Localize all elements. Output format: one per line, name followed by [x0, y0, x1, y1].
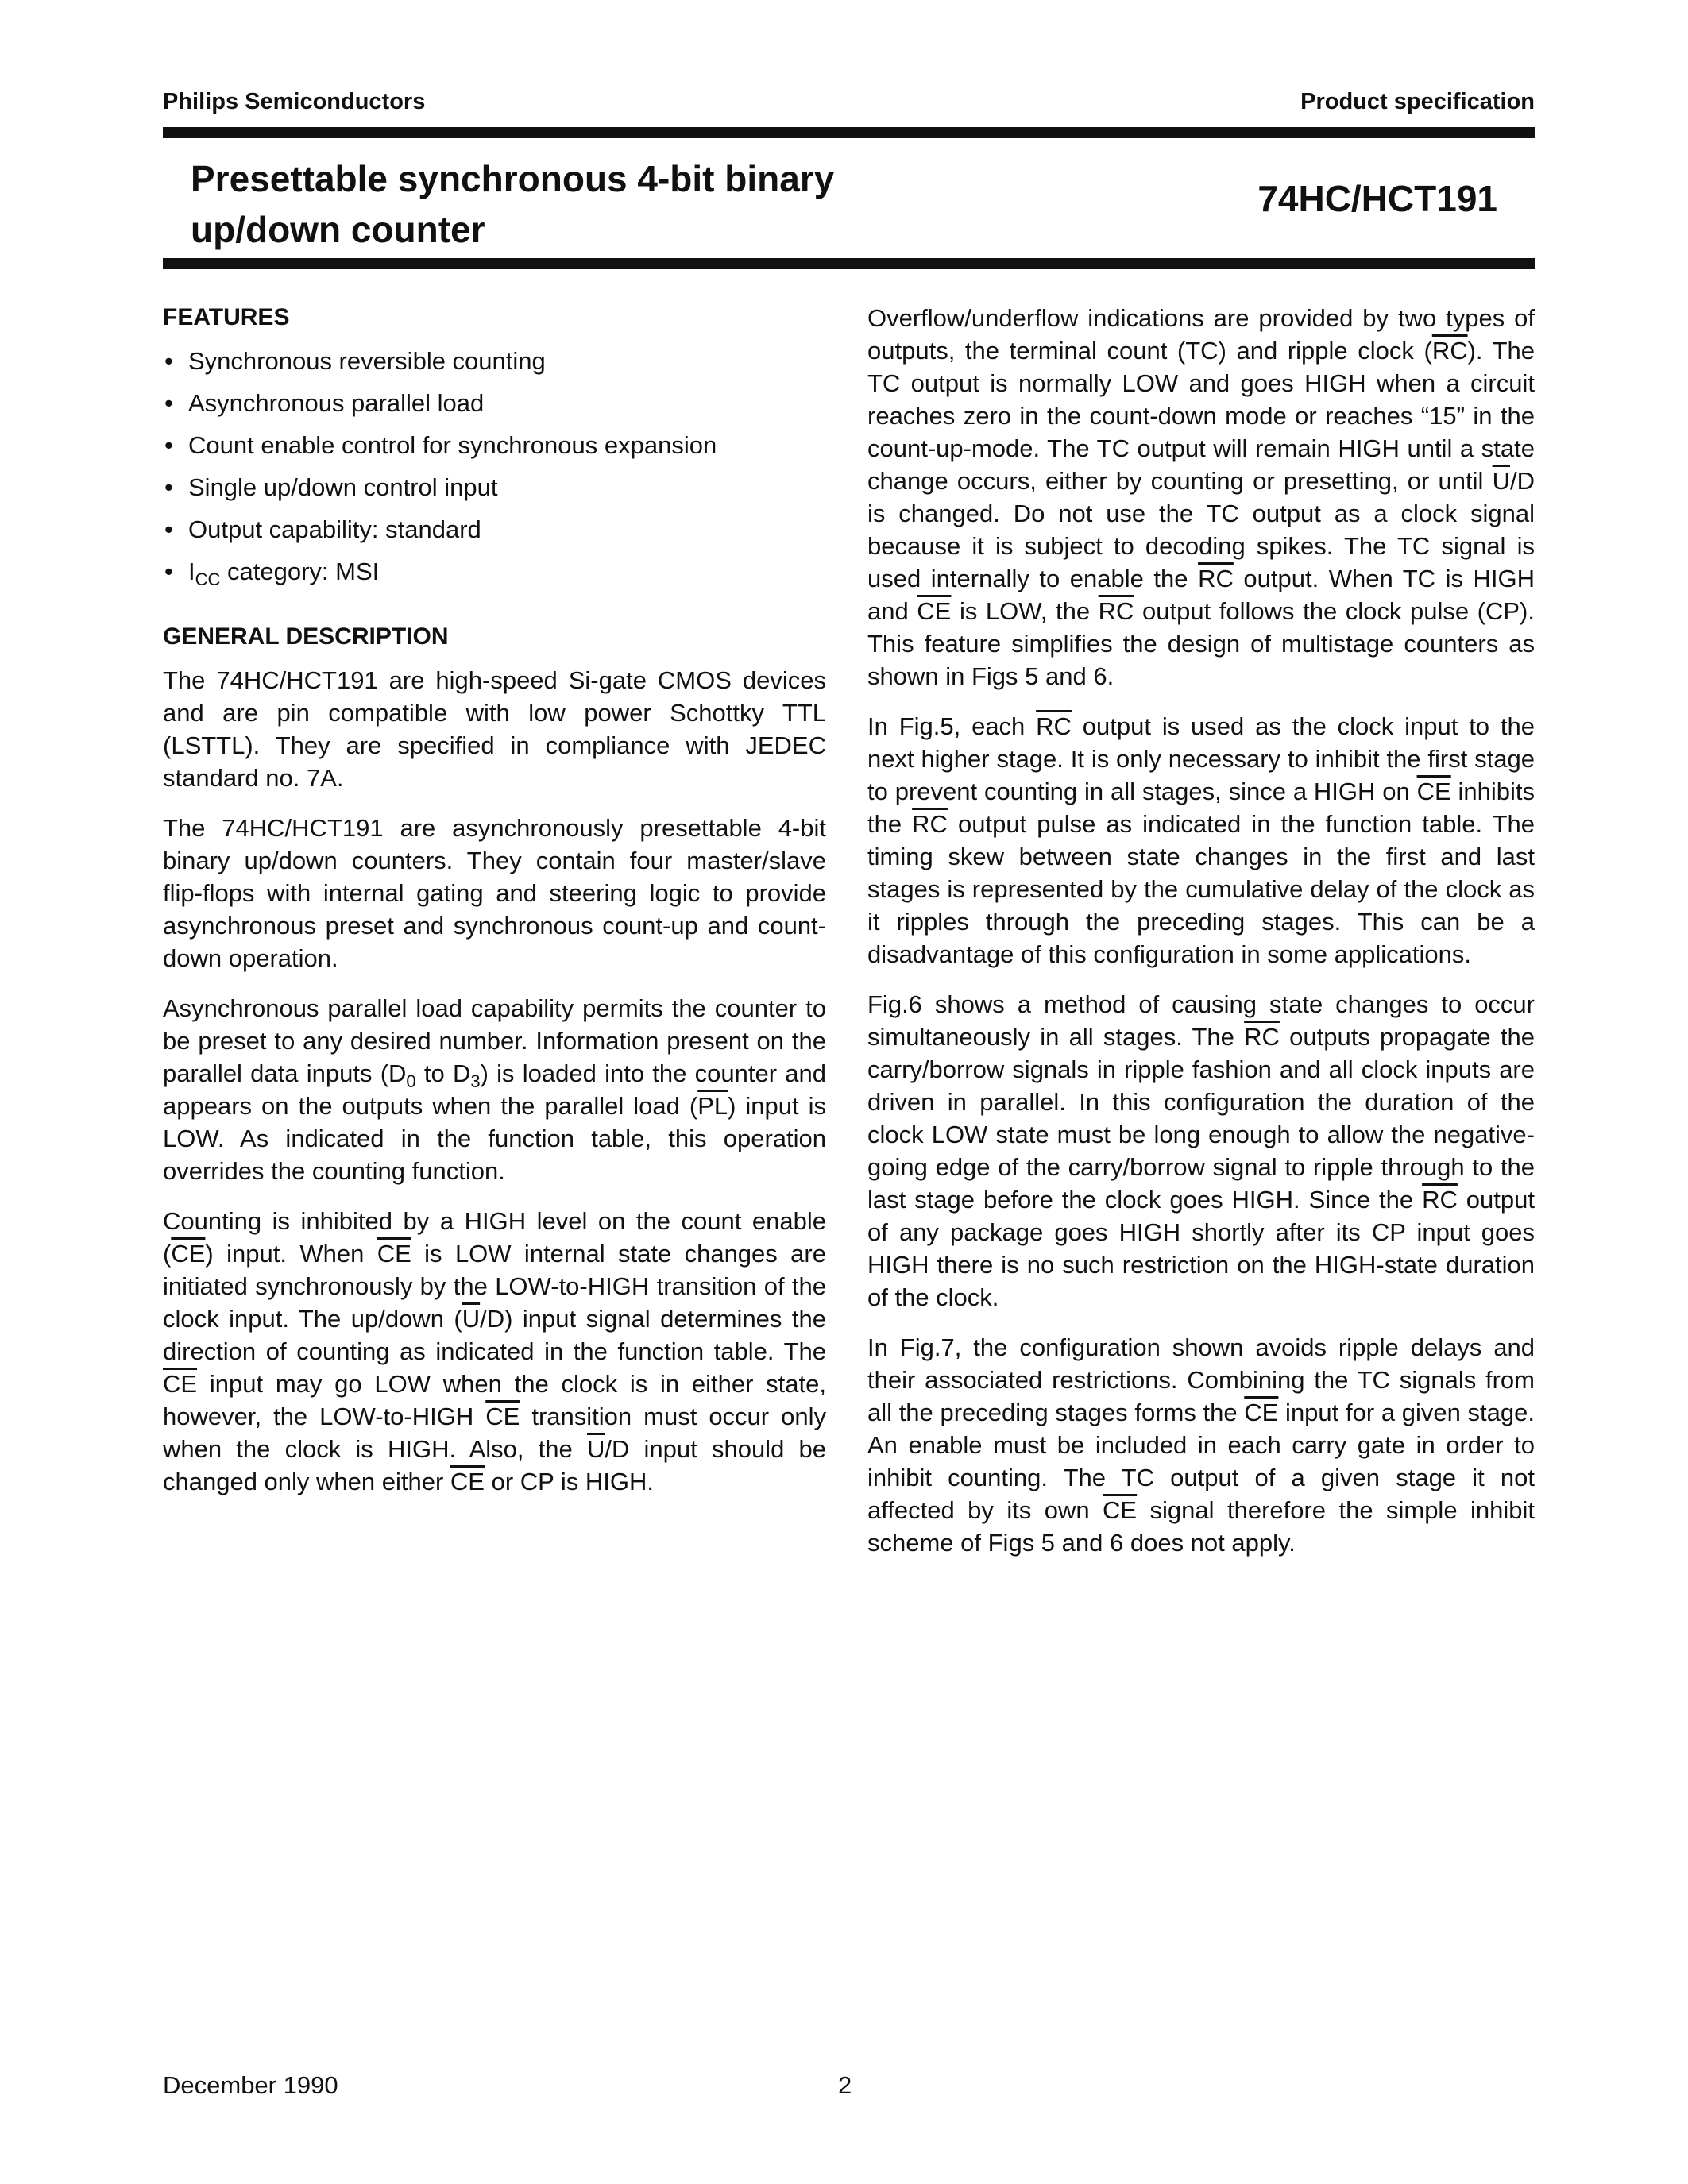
- text-run: is LOW, the: [951, 597, 1099, 625]
- text-run: output of any package goes HIGH shortly after its CP input goes HIGH there is no such restriction on the HIGH-state duration of the clock.: [867, 1186, 1535, 1311]
- signal-u-overline: $\overline{U}$: [586, 1435, 605, 1463]
- header-doc-type: Product specification: [1300, 89, 1535, 114]
- features-list: [163, 345, 826, 588]
- signal-rc-overline: $\overline{RC}$: [1098, 597, 1134, 625]
- text-run: ) input. When: [205, 1240, 377, 1268]
- title-line-1: Presettable synchronous 4-bit binary: [191, 158, 835, 199]
- signal-rc-overline: $\overline{RC}$: [1198, 565, 1234, 592]
- part-number: 74HC/HCT191: [1257, 178, 1497, 219]
- icc-subscript: CC: [195, 569, 221, 590]
- title-line-2: up/down counter: [191, 209, 485, 250]
- signal-rc-overline: $\overline{RC}$: [912, 810, 948, 838]
- feature-item-icc: [163, 555, 826, 588]
- text-run: input for a given stage. An enable must be included in each carry gate in order to inhibit counting. The TC output of a given stage it not affected by its own: [867, 1399, 1535, 1524]
- text-run: Overflow/underflow indications are provided by two types of outputs, the terminal count (TC) and ripple clock (: [867, 304, 1535, 365]
- text-run: ) is loaded into the counter and appears on the outputs when the parallel load (: [163, 1059, 826, 1120]
- subscript: 3: [470, 1071, 481, 1092]
- text-run: In Fig.5, each: [867, 712, 1037, 740]
- icc-symbol: I: [188, 558, 195, 585]
- text-run: In Fig.7, the configuration shown avoids ripple delays and their associated restrictions. Combining the TC signals from all the preceding stages forms the: [867, 1333, 1535, 1426]
- signal-rc-overline: $\overline{RC}$: [1036, 712, 1072, 740]
- text-run: ). The TC output is normally LOW and goes HIGH when a circuit reaches zero in the count-down mode or reaches “15” in the count-up-mode. The TC output will remain HIGH until a state change occurs, either by counting or presetting, or until: [867, 337, 1535, 495]
- left-column: [163, 302, 826, 1515]
- signal-ce-overline: $\overline{CE}$: [1244, 1399, 1279, 1426]
- text-run: /D) input signal determines the direction of counting as indicated in the function table. The: [163, 1305, 826, 1365]
- signal-u-overline: $\overline{U}$: [462, 1305, 481, 1333]
- text-run: inhibits the: [867, 778, 1535, 838]
- text-run: ) input is LOW. As indicated in the function table, this operation overrides the counting function.: [163, 1092, 826, 1185]
- text-run: input may go LOW when the clock is in either state, however, the LOW-to-HIGH: [163, 1370, 826, 1430]
- footer-date: December 1990: [163, 2071, 338, 2099]
- general-description-heading: GENERAL DESCRIPTION: [163, 623, 449, 650]
- text-run: output follows the clock pulse (CP). This feature simplifies the design of multistage counters as shown in Figs 5 and 6.: [867, 597, 1535, 690]
- signal-ce-overline: $\overline{CE}$: [485, 1403, 520, 1430]
- right-column: [867, 302, 1535, 1576]
- signal-rc-overline: $\overline{RC}$: [1244, 1023, 1280, 1051]
- feature-item: • Single up/down control input: [163, 471, 826, 504]
- text-run: transition must occur only when the clock is HIGH. Also, the: [163, 1403, 826, 1463]
- feature-item: • Asynchronous parallel load: [163, 387, 826, 419]
- right-paragraph-1: [867, 302, 1535, 693]
- text-run: output pulse as indicated in the function table. The timing skew between state changes in the first and last stages is represented by the cumulative delay of the clock as it ripples through the preceding stages. This can be a disadvantage of this configuration in some applications.: [867, 810, 1535, 968]
- signal-pl-overline: $\overline{PL}$: [697, 1092, 728, 1120]
- text-run: or CP is HIGH.: [485, 1468, 655, 1495]
- header-rule-bottom: [163, 258, 1535, 269]
- text-run: signal therefore the simple inhibit scheme of Figs 5 and 6 does not apply.: [867, 1496, 1535, 1557]
- feature-item: • Output capability: standard: [163, 513, 826, 546]
- right-paragraph-4: [867, 1331, 1535, 1559]
- general-paragraph-4: [163, 1205, 826, 1498]
- signal-ce-overline: $\overline{CE}$: [917, 597, 952, 625]
- text-run: is LOW internal state changes are initiated synchronously by the LOW-to-HIGH transition of the clock input. The up/down (: [163, 1240, 826, 1333]
- feature-item: • Count enable control for synchronous expansion: [163, 429, 826, 461]
- right-paragraph-2: [867, 710, 1535, 970]
- general-paragraph-1: The 74HC/HCT191 are high-speed Si-gate CMOS devices and are pin compatible with low power Schottky TTL (LSTTL). They are specified in compliance with JEDEC standard no. 7A.: [163, 666, 826, 792]
- signal-ce-overline: $\overline{CE}$: [450, 1468, 485, 1495]
- signal-u-overline: $\overline{U}$: [1492, 467, 1510, 495]
- signal-ce-overline: $\overline{CE}$: [1416, 778, 1451, 805]
- text-run: /D input should be changed only when either: [163, 1435, 826, 1495]
- header-rule-top: [163, 127, 1535, 138]
- signal-rc-overline: $\overline{RC}$: [1431, 337, 1468, 365]
- general-paragraph-2: The 74HC/HCT191 are asynchronously presettable 4-bit binary up/down counters. They contain four master/slave flip-flops with internal gating and steering logic to provide asynchronous preset and synchronous count-up and count-down operation.: [163, 814, 826, 972]
- signal-ce-overline: $\overline{CE}$: [377, 1240, 411, 1268]
- feature-item: • Synchronous reversible counting: [163, 345, 826, 377]
- signal-ce-overline: $\overline{CE}$: [1103, 1496, 1138, 1524]
- right-paragraph-3: [867, 988, 1535, 1314]
- subscript: 0: [406, 1071, 416, 1092]
- signal-ce-overline: $\overline{CE}$: [163, 1370, 198, 1398]
- text-run: Counting is inhibited by a HIGH level on the count enable (: [163, 1207, 826, 1268]
- text-run: Fig.6 shows a method of causing state changes to occur simultaneously in all stages. The: [867, 990, 1535, 1051]
- features-heading: FEATURES: [163, 304, 290, 330]
- text-run: /D is changed. Do not use the TC output as a clock signal because it is subject to decoding spikes. The TC signal is used internally to enable the: [867, 467, 1535, 592]
- signal-rc-overline: $\overline{RC}$: [1422, 1186, 1458, 1214]
- signal-ce-overline: $\overline{CE}$: [171, 1240, 206, 1268]
- text-run: outputs propagate the carry/borrow signals in ripple fashion and all clock inputs are driven in parallel. In this configuration the duration of the clock LOW state must be long enough to allow the negative-going edge of the carry/borrow signal to ripple through to the last stage before the clock goes HIGH. Since the: [867, 1023, 1535, 1214]
- text-run: to D: [415, 1059, 471, 1087]
- footer-page-number: 2: [838, 2071, 852, 2099]
- document-title: [191, 153, 985, 255]
- header-company: Philips Semiconductors: [163, 89, 426, 114]
- general-paragraph-3: [163, 992, 826, 1187]
- text-run: Asynchronous parallel load capability permits the counter to be preset to any desired number. Information present on the parallel data inputs (D: [163, 994, 826, 1087]
- text-run: output. When TC is HIGH and: [867, 565, 1535, 625]
- text-run: output is used as the clock input to the next higher stage. It is only necessary to inhibit the first stage to prevent counting in all stages, since a HIGH on: [867, 712, 1535, 805]
- icc-text: category: MSI: [220, 558, 380, 585]
